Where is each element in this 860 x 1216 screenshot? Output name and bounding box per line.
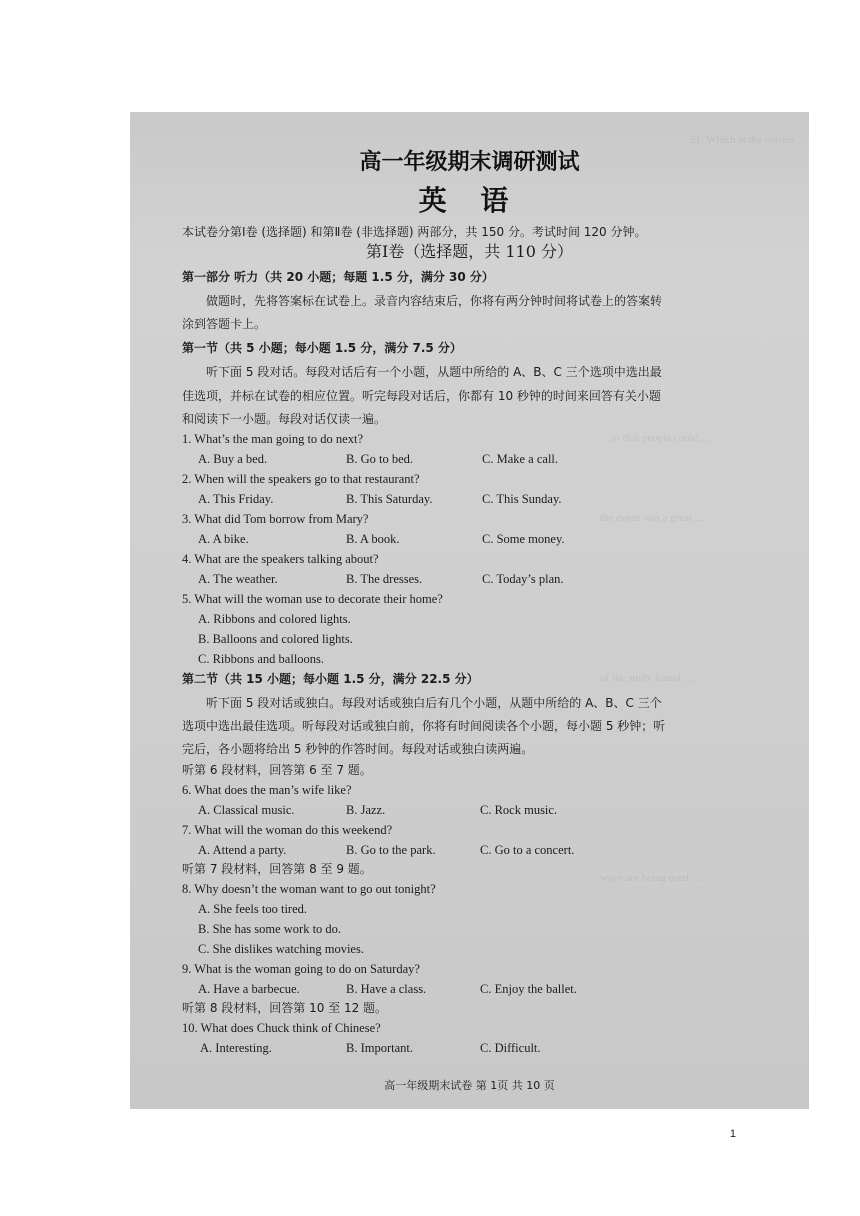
option-a: A. A bike. [198,532,249,546]
option-b: B. Go to the park. [346,843,436,857]
question-text: 8. Why doesn’t the woman want to go out tonight? [182,882,436,896]
material-note: 听第 7 段材料，回答第 8 至 9 题。 [182,862,372,876]
option-c: C. Ribbons and balloons. [198,652,325,666]
instruction-line: 听下面 5 段对话。每段对话后有一个小题，从题中所给的 A、B、C 三个选项中选出最 [206,365,662,379]
option-a: A. Attend a party. [198,843,287,857]
question-text: 5. What will the woman use to decorate their home? [182,592,443,606]
option-a: A. Have a barbecue. [198,982,300,996]
question-text: 9. What is the woman going to do on Saturday? [182,962,420,976]
question-text: 2. When will the speakers go to that restaurant? [182,472,420,486]
option-a: A. She feels too tired. [198,902,308,916]
part1-title: 第Ⅰ卷（选择题，共 110 分） [365,242,574,261]
option-c: C. She dislikes watching movies. [198,942,364,956]
option-c: C. Rock music. [480,803,558,817]
material-note: 听第 6 段材料，回答第 6 至 7 题。 [182,763,372,777]
option-b: B. She has some work to do. [198,922,342,936]
section1-title: 第一部分 听力（共 20 小题；每题 1.5 分，满分 30 分） [182,270,494,284]
option-b: B. The dresses. [346,572,423,586]
page-footer: 高一年级期末试卷 第 1页 共 10 页 [384,1079,555,1092]
question-text: 10. What does Chuck think of Chinese? [182,1021,381,1035]
instruction-line: 听下面 5 段对话或独白。每段对话或独白后有几个小题，从题中所给的 A、B、C 三个 [206,696,662,710]
option-a: A. This Friday. [198,492,274,506]
option-b: B. Balloons and colored lights. [198,632,353,646]
option-c: C. Today’s plan. [482,572,564,586]
question-text: 1. What’s the man going to do next? [182,432,363,446]
bleed-through-text: the event was a great … [600,512,706,524]
bleed-through-text: ways are being used … [600,872,703,884]
bleed-through-text: of the study found … [600,672,695,684]
exam-intro: 本试卷分第Ⅰ卷 (选择题) 和第Ⅱ卷 (非选择题) 两部分，共 150 分。考试时间 120 分钟。 [182,225,647,239]
question-text: 6. What does the man’s wife like? [182,783,352,797]
option-b: B. Jazz. [346,803,386,817]
option-c: C. Enjoy the ballet. [480,982,577,996]
scanned-exam-page [130,112,809,1109]
instruction-line: 佳选项，并标在试卷的相应位置。听完每段对话后，你都有 10 秒钟的时间来回答有关小题 [182,389,661,403]
subject-title: 英 语 [418,184,521,217]
option-b: B. Go to bed. [346,452,414,466]
instruction-line: 完后，各小题将给出 5 秒钟的作答时间。每段对话或独白读两遍。 [182,742,534,756]
option-b: B. This Saturday. [346,492,433,506]
option-b: B. Have a class. [346,982,427,996]
option-c: C. Some money. [482,532,565,546]
option-c: C. Difficult. [480,1041,541,1055]
instruction-line: 做题时，先将答案标在试卷上。录音内容结束后，你将有两分钟时间将试卷上的答案转 [206,294,663,308]
page-number: 1 [729,1128,736,1140]
exam-title: 高一年级期末调研测试 [359,149,580,175]
subsection1-title: 第一节（共 5 小题；每小题 1.5 分，满分 7.5 分） [182,341,462,355]
question-text: 3. What did Tom borrow from Mary? [182,512,369,526]
subsection2-title: 第二节（共 15 小题；每小题 1.5 分，满分 22.5 分） [182,672,479,686]
instruction-line: 选项中选出最佳选项。听每段对话或独白前，你将有时间阅读各个小题，每小题 5 秒钟；听 [182,719,666,733]
option-b: B. Important. [346,1041,414,1055]
instruction-line: 涂到答题卡上。 [182,317,267,331]
question-text: 4. What are the speakers talking about? [182,552,379,566]
material-note: 听第 8 段材料，回答第 10 至 12 题。 [182,1001,388,1015]
bleed-through-text: so that people could … [610,432,713,444]
option-b: B. A book. [346,532,400,546]
option-c: C. Go to a concert. [480,843,575,857]
option-c: C. Make a call. [482,452,559,466]
option-a: A. The weather. [198,572,278,586]
option-c: C. This Sunday. [482,492,562,506]
option-a: A. Interesting. [200,1041,272,1055]
bleed-through-text: 21. Which is the correct … [690,134,809,146]
option-a: A. Buy a bed. [198,452,268,466]
instruction-line: 和阅读下一小题。每段对话仅读一遍。 [182,412,387,426]
option-a: A. Classical music. [198,803,295,817]
option-a: A. Ribbons and colored lights. [198,612,351,626]
question-text: 7. What will the woman do this weekend? [182,823,393,837]
